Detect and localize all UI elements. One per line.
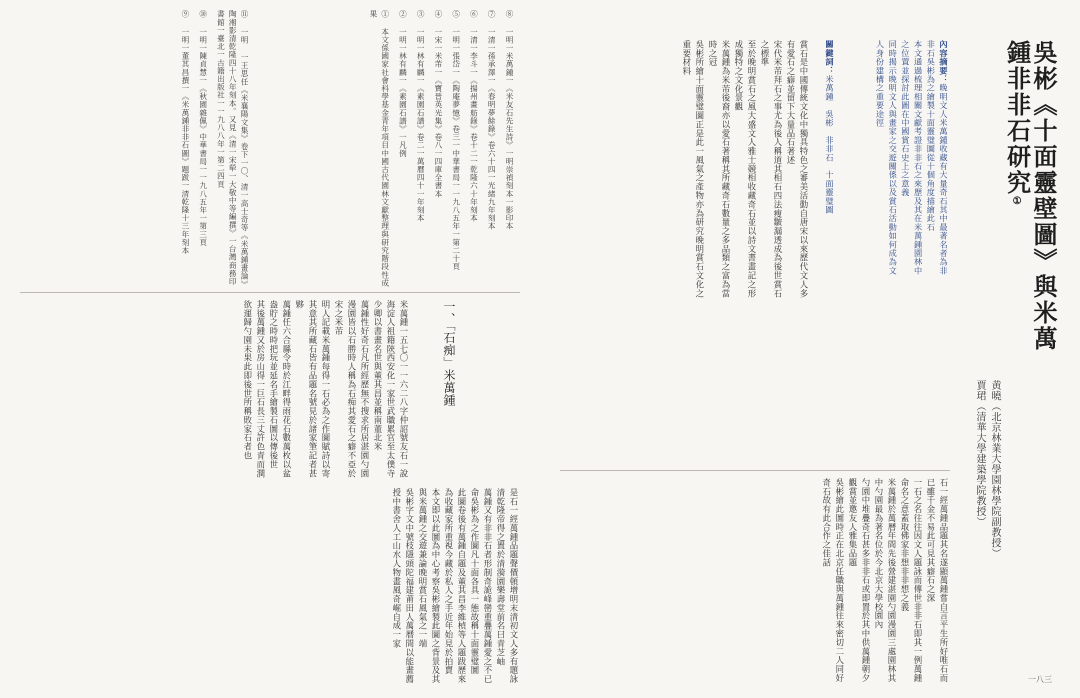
paragraph: 明人記載米萬鍾每得一石必為之作圖賦詩以寄其意其所藏石皆有品題名號見於諸家筆記者甚夥 — [294, 300, 331, 478]
paragraph: 吳彬所繪十面靈璧圖正是此一風氣之產物亦為研究晚明賞石文化之重要材料 — [681, 40, 705, 298]
paragraph: 米萬鍾於萬曆年間先後營建湛園勺園漫園三處園林其中勺園最為著名位於今北京大學校園內 — [873, 478, 897, 683]
footnote-5: ⑤ 一明一張岱一《陶庵夢憶》卷三一中華書局一一九八五年一第二十頁 — [451, 10, 461, 271]
paragraph: 萬鍾任六合縣令時於江畔得雨花石數萬枚以盆盎貯之時時把玩並延名手繪製石圖以傳後世 — [268, 300, 292, 478]
footnote-10: ⑩ 一明一陳貞慧一《秋園雜佩》中華書局一一九八五年一第三頁 — [198, 10, 208, 247]
keywords-label: 關鍵詞： — [825, 40, 835, 75]
notes-divider — [20, 292, 520, 293]
right-page — [540, 0, 1080, 698]
paragraph: 勺園中堆疊奇石甚多非非石或即置於其中供萬鍾朝夕觀賞並邀友人雅集品題 — [847, 478, 871, 683]
footnote-8: ⑧ 一明一米萬鍾一《米友石先生詩》一明崇禎刻本一影印本 — [505, 10, 514, 231]
author-2: 賈珺（清華大學建築學院教授） — [974, 380, 985, 527]
paragraph: 此圖卷後有萬鍾自題及董其昌李維楨等人題跋歷來為收藏家所重視今藏於私人之手近年始見於拍賣 — [443, 488, 467, 684]
paragraph: 米萬鍾為米芾後裔亦以愛石著稱其所藏奇石數量之多品類之富為當時之冠 — [707, 40, 731, 298]
article-title — [1002, 40, 1058, 370]
abstract-para: 同時揭示晚明文人與畫家之交遊關係以及賞石活動如何成為文人身份建構之重要途徑 — [875, 40, 899, 275]
paragraph: 一石之名往往因文人題詠而傳世非非石即其一例萬鍾命名之意蓋取佛家非想非非想之義 — [899, 478, 923, 683]
paragraph: 石一經萬鍾品題其名遂顯萬鍾嘗自言平生所好唯石而已雖千金不易此可見其癖石之深 — [925, 478, 949, 683]
abstract-para: 本文通過梳理相關文獻考證非非石之來歷及其在米萬鍾園林中之位置並探討此圖在中國賞石史上之意義 — [900, 40, 924, 275]
footnote-2: ② 一明一林有麟一《素園石譜》一凡例 — [398, 10, 408, 158]
body-text-lower — [30, 488, 520, 688]
footnote-1: ① 本文係國家社會科學基金青年項目中國古代園林文獻整理與研究階段性成果 — [368, 10, 390, 287]
section-divider — [560, 470, 950, 471]
body-text-lower-right — [560, 478, 950, 688]
footnotes-lower — [20, 10, 250, 288]
footnote-7: ⑦ 一清一孫承澤一《春明夢餘錄》卷六十四一光緒九年刻本 — [487, 10, 497, 231]
footnote-6: ⑥ 一清一李斗一《揚州畫舫錄》卷十二一乾隆六十年刻本 — [469, 10, 479, 222]
section-heading: 一、「石痴」米萬鍾 — [442, 300, 456, 407]
paragraph: 賞石是中國傳統文化中獨具特色之審美活動自唐宋以來歷代文人多有愛石之癖並留下大量品石著述 — [785, 40, 809, 298]
paragraph: 至於晚明賞石之風大盛文人雅士競相收藏奇石並以詩文書畫記之形成獨特之文化景觀 — [733, 40, 757, 298]
footnote-11: ⑪ 一明 一王思任《米襄陽文集》卷下一〇、清一高士奇等《米萬鍾畫論》陶湘影清乾隆四十八年刻本。又見《清一宋犖一大敬中等編撰》一台灣商務印書館一臺北一古籍出版社一一九八八年一第二四頁 — [216, 10, 249, 286]
keywords — [820, 40, 836, 280]
paragraph: 吳彬字文中號枝隱頭陀福建莆田人萬曆間以能畫薦授中書舍人工山水人物畫風奇崛自成一家 — [391, 488, 415, 684]
keywords-text: 米萬鍾 吳彬 非非石 十面靈璧圖 — [825, 74, 835, 215]
paragraph: 本文即以此圖為中心考察吳彬繪製此圖之背景及其與米萬鍾之交遊兼論晚明賞石風氣之一端 — [417, 488, 441, 684]
abstract-label: 內容摘要： — [939, 40, 949, 84]
abstract-text: 晚明文人米萬鍾收藏有大量奇石其中最著名者為非非石吳彬為之繪製十面靈璧圖從十個角度描繪此石 — [926, 40, 949, 275]
abstract-para — [925, 40, 950, 280]
paragraph: 宋代米芾拜石之事尤為後人稱道其相石四法瘦皺漏透成為後世賞石之標準 — [759, 40, 783, 298]
paragraph: 其後萬鍾又於房山得一巨石長三丈許色青而潤欲運歸勺園未果此即後世所稱敗家石者也 — [242, 300, 266, 478]
footnote-4: ④ 一宋一米芾一《寶晉英光集》卷八一四庫全書本 — [433, 10, 443, 198]
paragraph: 米萬鍾一五七〇一一六二八字仲詔號友石一說海淀人祖籍陝西安化一家世武職累官至太僕寺少卿以書畫名世與董其昌並稱南董北米 — [372, 300, 409, 478]
authors — [958, 380, 1002, 560]
footnote-9: ⑨ 一明一董其昌撰一《米萬鍾非非石圖》題跋一清乾隆十三年刻本 — [180, 10, 190, 255]
paragraph: 是石一經萬鍾品題聲價頓增明末清初文人多有題詠清乾隆帝得之置於清漪園樂壽堂前名曰青芝岫 — [495, 488, 519, 684]
paragraph: 吳彬繪此圖時正在北京任職與萬鍾往來密切二人同好奇石故有此合作之佳話 — [821, 478, 845, 683]
intro-text — [680, 40, 810, 300]
footnotes-upper — [255, 10, 515, 288]
paragraph: 萬鍾性好奇石凡所經歷無不搜求所居湛園勺園漫園皆以石勝時人稱為石痴其愛石之癖不亞於宋之米芾 — [333, 300, 370, 478]
author-1: 黄曉（北京林業大學園林學院副教授） — [989, 380, 1000, 559]
paragraph: 萬鍾又有非非石者形制奇詭峰巒重疊萬鍾愛之不已命吳彬為之作圖凡十面各具一態故稱十面靈璧圖 — [469, 488, 493, 684]
page-number: 一八三 — [1028, 675, 1052, 684]
footnote-3: ③ 一明一林有麟一《素園石譜》卷二一萬曆四十一年刻本 — [416, 10, 426, 222]
abstract — [840, 40, 950, 280]
title-text: 吳彬《十面靈壁圖》與米萬鍾非非石研究 — [1002, 40, 1058, 352]
body-text-upper — [242, 300, 410, 480]
title-footnote-mark: ① — [1011, 196, 1023, 209]
